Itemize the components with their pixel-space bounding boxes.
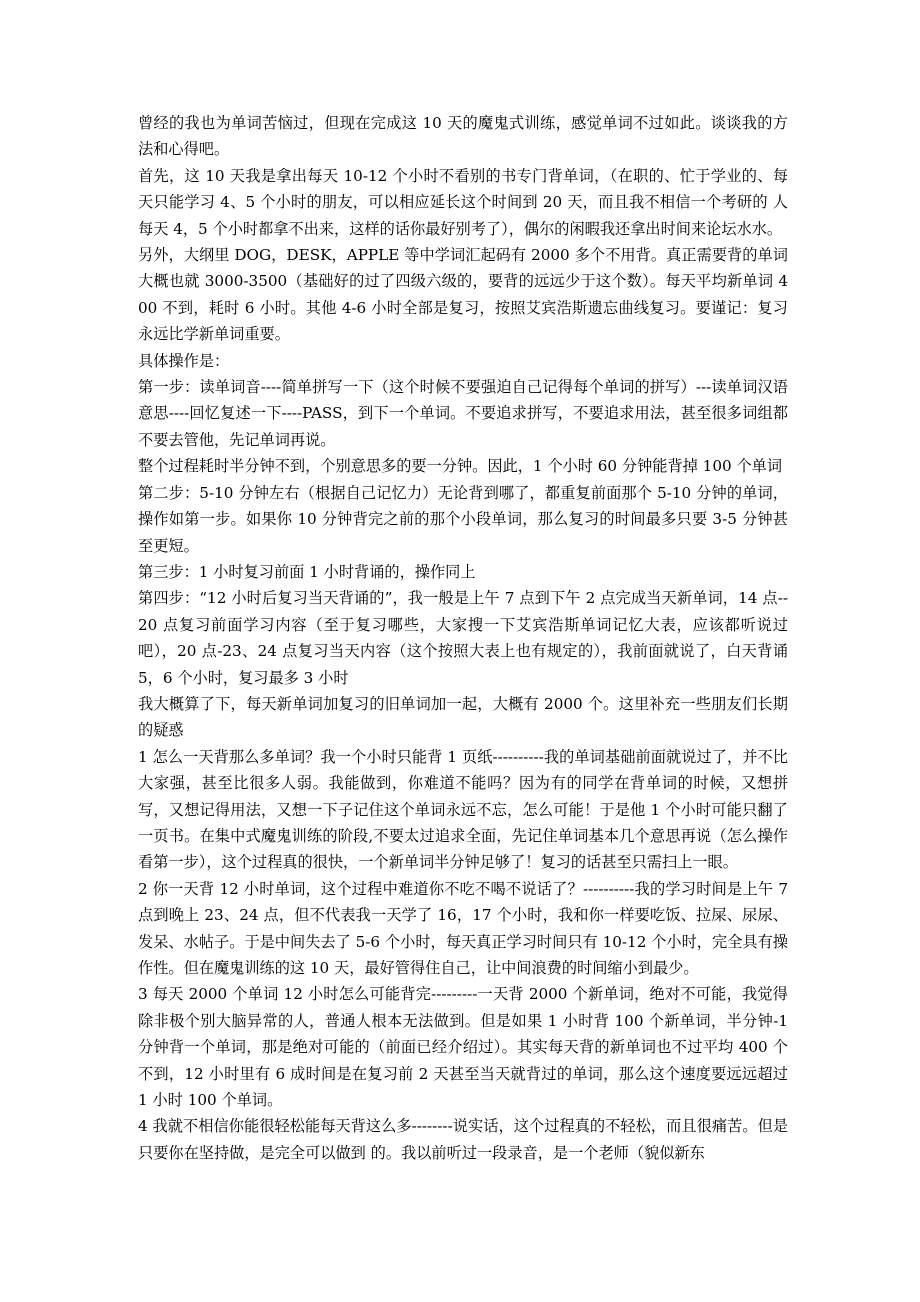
paragraph-faq-3: 3 每天 2000 个单词 12 小时怎么可能背完---------一天背 2000 个新单词，绝对不可能，我觉得除非极个别大脑异常的人，普通人根本无法做到。但是如果 1 小时背 100 个新单词，半分钟-1 分钟背一个单词，那是绝对可能的（前面已经介绍过）。其实每天背的新单词也不过平均 400 个不到，12 小时里有 6 成时间是在复习前 2 天甚至当天就背过的单词，那么这个速度要远远超过 1 小时 100 个单词。 [138, 985, 788, 1110]
document-body [138, 110, 788, 1166]
paragraph-operation-heading: 具体操作是： [138, 351, 230, 370]
paragraph-step-two: 第二步：5-10 分钟左右（根据自己记忆力）无论背到哪了，都重复前面那个 5-10 分钟的单词，操作如第一步。如果你 10 分钟背完之前的那个小段单词，那么复习的时间最多只要 3-5 分钟甚至更短。 [138, 483, 788, 555]
paragraph-faq-1: 1 怎么一天背那么多单词？我一个小时只能背 1 页纸----------我的单词基础前面就说过了，并不比大家强，甚至比很多人弱。我能做到，你难道不能吗？因为有的同学在背单词的时候，又想拼写，又想记得用法，又想一下子记住这个单词永远不忘，怎么可能！于是他 1 个小时可能只翻了一页书。在集中式魔鬼训练的阶段,不要太过追求全面，先记住单词基本几个意思再说（怎么操作看第一步），这个过程真的很快，一个新单词半分钟足够了！复习的话甚至只需扫上一眼。 [138, 747, 788, 872]
paragraph-step-three: 第三步：1 小时复习前面 1 小时背诵的，操作同上 [138, 562, 476, 581]
paragraph-syllabus: 另外，大纲里 DOG，DESK，APPLE 等中学词汇起码有 2000 多个不用背。真正需要背的单词大概也就 3000-3500（基础好的过了四级六级的，要背的远远少于这个数）。每天平均新单词 400 不到，耗时 6 小时。其他 4-6 小时全部是复习，按照艾宾浩斯遗忘曲线复习。要谨记：复习永远比学新单词重要。 [138, 246, 788, 344]
paragraph-step-one: 第一步：读单词音----简单拼写一下（这个时候不要强迫自己记得每个单词的拼写）---读单词汉语意思----回忆复述一下----PASS，到下一个单词。不要追求拼写，不要追求用法，甚至很多词组都不要去管他，先记单词再说。 [138, 378, 788, 449]
paragraph-faq-4: 4 我就不相信你能很轻松能每天背这么多--------说实话，这个过程真的不轻松，而且很痛苦。但是只要你在坚持做，是完全可以做到 的。我以前听过一段录音，是一个老师（貌似新东 [138, 1117, 788, 1162]
paragraph-intro: 曾经的我也为单词苦恼过，但现在完成这 10 天的魔鬼式训练，感觉单词不过如此。谈谈我的方法和心得吧。 [138, 114, 788, 159]
paragraph-summary: 我大概算了下，每天新单词加复习的旧单词加一起，大概有 2000 个。这里补充一些朋友们长期的疑惑 [138, 694, 788, 740]
paragraph-first: 首先，这 10 天我是拿出每天 10-12 个小时不看别的书专门背单词，（在职的、忙于学业的、每天只能学习 4、5 个小时的朋友，可以相应延长这个时间到 20 天，而且我不相信一个考研的 人每天 4，5 个小时都拿不出来，这样的话你最好别考了），偶尔的闲暇我还拿出时间来论坛水水。 [138, 166, 788, 238]
paragraph-time-cost: 整个过程耗时半分钟不到，个别意思多的要一分钟。因此，1 个小时 60 分钟能背掉 100 个单词 [138, 457, 783, 476]
paragraph-step-four: 第四步：“12 小时后复习当天背诵的”，我一般是上午 7 点到下午 2 点完成当天新单词，14 点--20 点复习前面学习内容（至于复习哪些，大家搜一下艾宾浩斯单词记忆大表，应该都听说过吧），20 点-23、24 点复习当天内容（这个按照大表上也有规定的），我前面就说了，白天背诵 5，6 个小时，复习最多 3 小时 [138, 589, 788, 687]
paragraph-faq-2: 2 你一天背 12 小时单词，这个过程中难道你不吃不喝不说话了？----------我的学习时间是上午 7 点到晚上 23、24 点，但不代表我一天学了 16，17 个小时，我和你一样要吃饭、拉屎、尿尿、发呆、水帖子。于是中间失去了 5-6 个小时，每天真正学习时间只有 10-12 个小时，完全具有操作性。但在魔鬼训练的这 10 天，最好管得住自己，让中间浪费的时间缩小到最少。 [138, 879, 788, 977]
